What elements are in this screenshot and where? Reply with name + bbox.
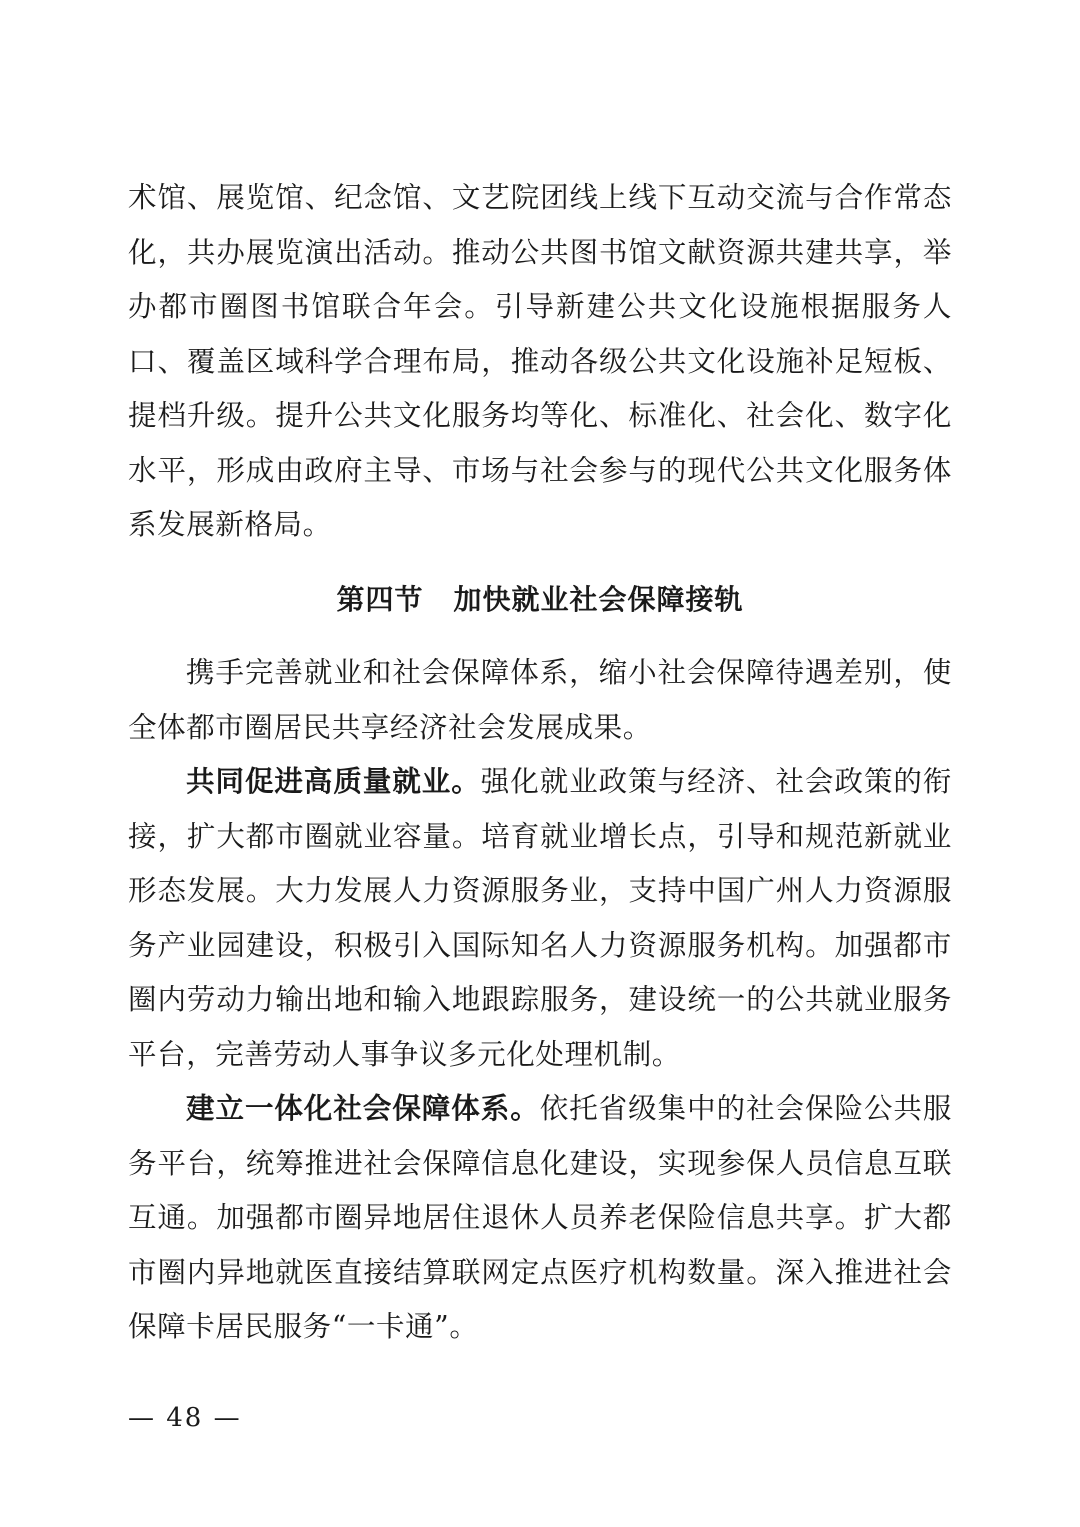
page-number: — 48 — [128,1403,242,1433]
section-title: 加快就业社会保障接轨 [453,583,744,616]
paragraph-social-security [128,1082,952,1355]
section-heading [0,572,1080,628]
paragraph-continued [128,171,952,553]
social-security-body: 依托省级集中的社会保险公共服务平台，统筹推进社会保障信息化建设，实现参保人员信息互联互通。加强都市圈异地居住退休人员养老保险信息共享。扩大都市圈内异地就医直接结算联网定点医疗机构数量。深入推进社会保障卡居民服务“一卡通”。 [128,1092,953,1343]
employment-body: 强化就业政策与经济、社会政策的衔接，扩大都市圈就业容量。培育就业增长点，引导和规范新就业形态发展。大力发展人力资源服务业，支持中国广州人力资源服务产业园建设，积极引入国际知名人力资源服务机构。加强都市圈内劳动力输出地和输入地跟踪服务，建设统一的公共就业服务平台，完善劳动人事争议多元化处理机制。 [128,765,952,1071]
paragraph-intro [128,646,952,755]
paragraph-continued-text: 术馆、展览馆、纪念馆、文艺院团线上线下互动交流与合作常态化，共办展览演出活动。推动公共图书馆文献资源共建共享，举办都市圈图书馆联合年会。引导新建公共文化设施根据服务人口、覆盖区域科学合理布局，推动各级公共文化设施补足短板、提档升级。提升公共文化服务均等化、标准化、社会化、数字化水平，形成由政府主导、市场与社会参与的现代公共文化服务体系发展新格局。 [128,181,952,541]
social-security-lead: 建立一体化社会保障体系。 [186,1092,540,1125]
section-number: 第四节 [336,583,424,616]
paragraph-intro-text: 携手完善就业和社会保障体系，缩小社会保障待遇差别，使全体都市圈居民共享经济社会发展成果。 [128,656,952,744]
employment-lead: 共同促进高质量就业。 [186,765,481,798]
paragraph-employment [128,755,952,1082]
